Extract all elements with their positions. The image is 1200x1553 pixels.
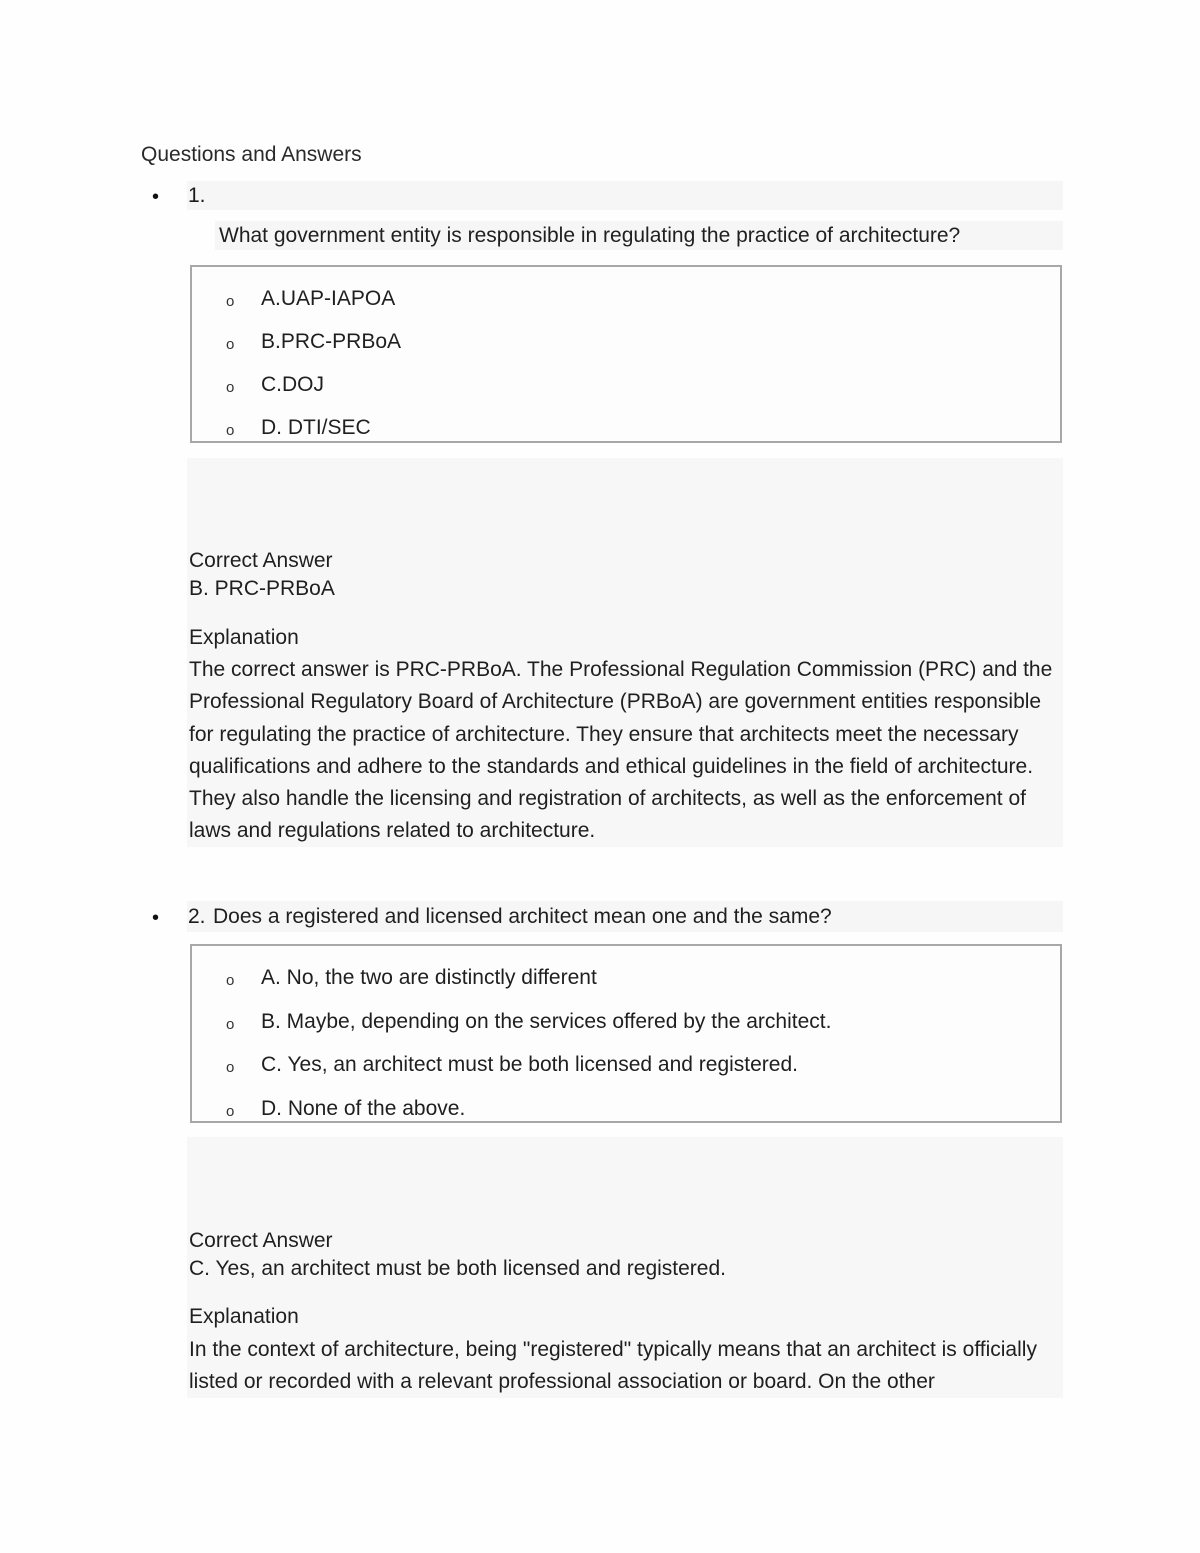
explanation-label: Explanation bbox=[189, 626, 299, 649]
circle-bullet-icon: o bbox=[226, 422, 235, 439]
option-d[interactable] bbox=[192, 1097, 1060, 1127]
option-b[interactable] bbox=[192, 1010, 1060, 1040]
answer-panel bbox=[187, 458, 1063, 847]
question-text: What government entity is responsible in regulating the practice of architecture? bbox=[219, 224, 961, 247]
option-label: D. None of the above. bbox=[261, 1097, 466, 1120]
circle-bullet-icon: o bbox=[226, 1059, 235, 1076]
option-label: D. DTI/SEC bbox=[261, 416, 371, 439]
question-number: 1. bbox=[188, 184, 206, 207]
option-c[interactable] bbox=[192, 1053, 1060, 1083]
question-number-band bbox=[187, 181, 1063, 210]
option-c[interactable] bbox=[192, 373, 1060, 403]
correct-answer-value: B. PRC-PRBoA bbox=[189, 577, 335, 600]
option-label: B.PRC-PRBoA bbox=[261, 330, 402, 353]
explanation-text: In the context of architecture, being "registered" typically means that an architect is officially listed or recorded with a relevant professional association or board. On the other bbox=[189, 1338, 1037, 1394]
option-label: B. Maybe, depending on the services offered by the architect. bbox=[261, 1010, 832, 1033]
circle-bullet-icon: o bbox=[226, 1016, 235, 1033]
explanation-label: Explanation bbox=[189, 1305, 299, 1328]
option-label: A.UAP-IAPOA bbox=[261, 287, 396, 310]
circle-bullet-icon: o bbox=[226, 972, 235, 989]
option-b[interactable] bbox=[192, 330, 1060, 360]
bullet-icon bbox=[152, 913, 162, 923]
option-a[interactable] bbox=[192, 287, 1060, 317]
answer-panel bbox=[187, 1137, 1063, 1398]
correct-answer-label: Correct Answer bbox=[189, 549, 333, 572]
page-title: Questions and Answers bbox=[141, 143, 362, 166]
explanation-text: The correct answer is PRC-PRBoA. The Professional Regulation Commission (PRC) and the Professional Regulatory Board of Architecture (PRBoA) are government entities responsible for regulating the practice of architecture. They ensure that architects meet the necessary qualifications and adhere to the standards and ethical guidelines in the field of architecture. They also handle the licensing and registration of architects, as well as the enforcement of laws and regulations related to architecture. bbox=[189, 658, 1053, 843]
correct-answer-label: Correct Answer bbox=[189, 1229, 333, 1252]
correct-answer-value: C. Yes, an architect must be both licensed and registered. bbox=[189, 1257, 726, 1280]
options-list bbox=[190, 265, 1062, 443]
option-label: C.DOJ bbox=[261, 373, 324, 396]
option-label: A. No, the two are distinctly different bbox=[261, 966, 597, 989]
question-text: Does a registered and licensed architect mean one and the same? bbox=[213, 905, 832, 928]
option-a[interactable] bbox=[192, 966, 1060, 996]
question-number: 2. bbox=[188, 905, 206, 928]
bullet-icon bbox=[152, 192, 162, 202]
circle-bullet-icon: o bbox=[226, 293, 235, 310]
circle-bullet-icon: o bbox=[226, 1103, 235, 1120]
option-label: C. Yes, an architect must be both licensed and registered. bbox=[261, 1053, 798, 1076]
option-d[interactable] bbox=[192, 416, 1060, 446]
circle-bullet-icon: o bbox=[226, 336, 235, 353]
options-list bbox=[190, 944, 1062, 1123]
circle-bullet-icon: o bbox=[226, 379, 235, 396]
